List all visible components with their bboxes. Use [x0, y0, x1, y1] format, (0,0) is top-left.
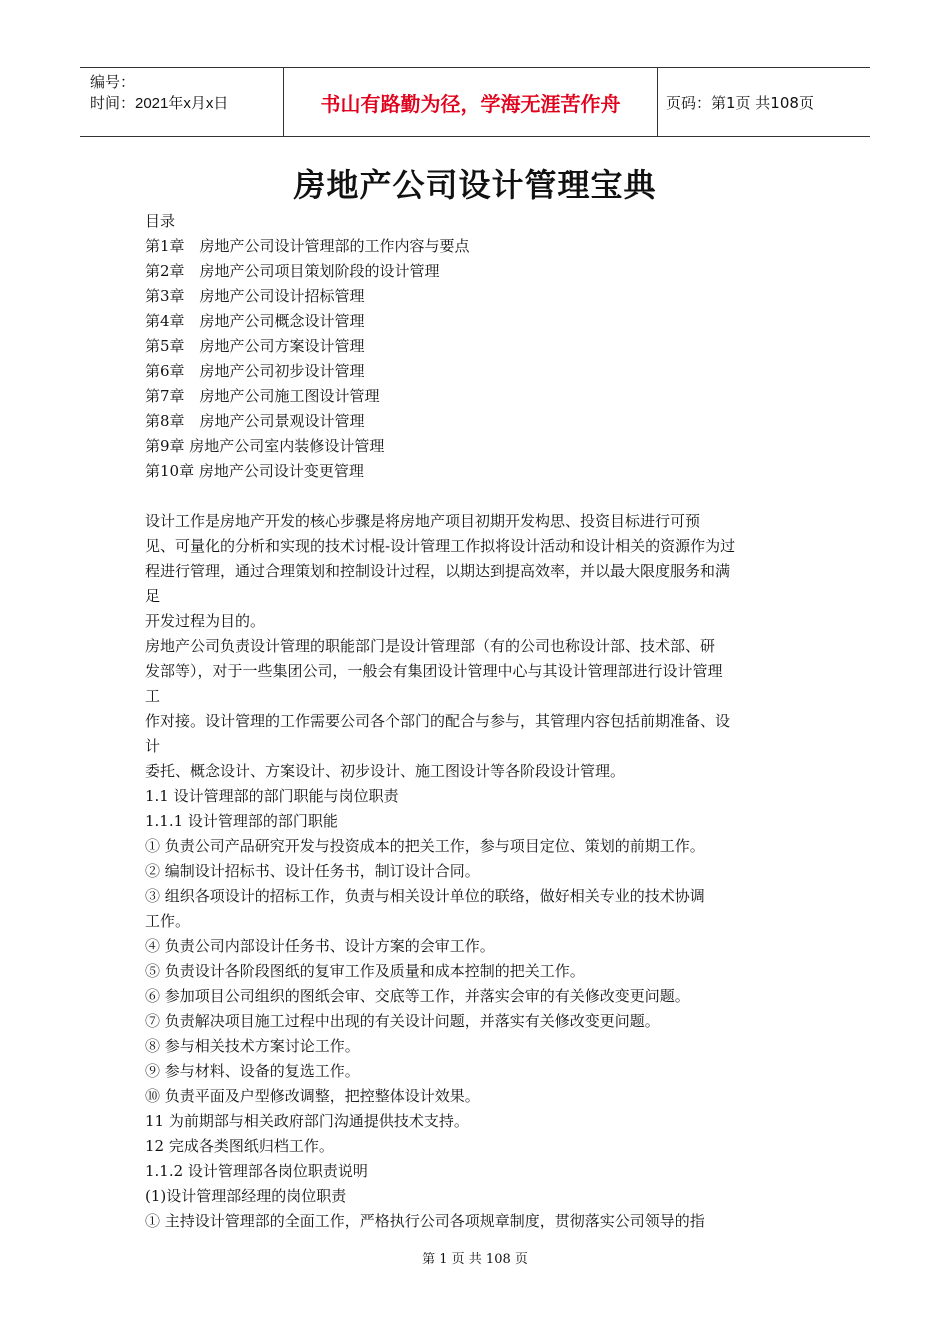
header-page-info: 页码：第1页 共108页 — [666, 93, 814, 112]
page-footer: 第 1 页 共 108 页 — [422, 1252, 528, 1267]
toc-item: 第1章 房地产公司设计管理部的工作内容与要点 — [145, 237, 470, 255]
date-label: 时间：2021年x月x日 — [90, 95, 229, 112]
document-header — [80, 67, 870, 137]
list-item: ⑩ 负责平面及户型修改调整，把控整体设计效果。 — [145, 1087, 480, 1105]
document-title: 房地产公司设计管理宝典 — [293, 166, 657, 204]
toc-item: 第7章 房地产公司施工图设计管理 — [145, 387, 380, 405]
list-item: ⑨ 参与材料、设备的复选工作。 — [145, 1062, 360, 1080]
list-item: ⑦ 负责解决项目施工过程中出现的有关设计问题，并落实有关修改变更问题。 — [145, 1012, 660, 1030]
body-line: 作对接。设计管理的工作需要公司各个部门的配合与参与，其管理内容包括前期准备、设 — [145, 712, 731, 730]
list-item: ① 负责公司产品研究开发与投资成本的把关工作，参与项目定位、策划的前期工作。 — [145, 837, 705, 855]
list-item: ⑧ 参与相关技术方案讨论工作。 — [145, 1037, 360, 1055]
toc-item: 第9章 房地产公司室内装修设计管理 — [145, 437, 385, 455]
toc-item: 第8章 房地产公司景观设计管理 — [145, 412, 365, 430]
list-item: ⑤ 负责设计各阶段图纸的复审工作及质量和成本控制的把关工作。 — [145, 962, 585, 980]
toc-item: 第2章 房地产公司项目策划阶段的设计管理 — [145, 262, 440, 280]
body-line: 发部等），对于一些集团公司，一般会有集团设计管理中心与其设计管理部进行设计管理 — [145, 662, 723, 680]
toc-item: 第4章 房地产公司概念设计管理 — [145, 312, 365, 330]
list-item: ③ 组织各项设计的招标工作，负责与相关设计单位的联络，做好相关专业的技术协调 — [145, 887, 705, 905]
body-line: 委托、概念设计、方案设计、初步设计、施工图设计等各阶段设计管理。 — [145, 762, 626, 780]
body-line: 计 — [145, 737, 161, 755]
body-line: 程进行管理，通过合理策划和控制设计过程，以期达到提高效率，并以最大限度服务和满 — [145, 562, 731, 580]
body-line: 工 — [145, 687, 161, 705]
body-line: 开发过程为目的。 — [145, 612, 266, 630]
number-label: 编号： — [90, 74, 136, 91]
body-line: 房地产公司负责设计管理的职能部门是设计管理部（有的公司也称设计部、技术部、研 — [145, 637, 716, 655]
body-line: 设计工作是房地产开发的核心步骤是将房地产项目初期开发构思、投资目标进行可预 — [145, 512, 701, 530]
header-info-cell — [80, 68, 283, 136]
document-content — [145, 209, 810, 1234]
subsection-heading: (1)设计管理部经理的岗位职责 — [145, 1187, 347, 1205]
toc-item: 第10章 房地产公司设计变更管理 — [145, 462, 364, 480]
toc-item: 第5章 房地产公司方案设计管理 — [145, 337, 365, 355]
body-text — [145, 509, 810, 1234]
list-item: ④ 负责公司内部设计任务书、设计方案的会审工作。 — [145, 937, 495, 955]
body-line: 见、可量化的分析和实现的技术讨棍-设计管理工作拟将设计活动和设计相关的资源作为过 — [145, 537, 736, 555]
body-line: 足 — [145, 587, 161, 605]
header-motto: 书山有路勤为径，学海无涯苦作舟 — [283, 68, 658, 136]
table-of-contents — [145, 209, 810, 484]
toc-heading: 目录 — [145, 212, 176, 230]
list-item: ① 主持设计管理部的全面工作，严格执行公司各项规章制度，贯彻落实公司领导的指 — [145, 1212, 705, 1230]
list-item: ② 编制设计招标书、设计任务书，制订设计合同。 — [145, 862, 480, 880]
subsection-heading: 1.1.2 设计管理部各岗位职责说明 — [145, 1162, 368, 1180]
subsection-heading: 1.1.1 设计管理部的部门职能 — [145, 812, 338, 830]
list-item: 工作。 — [145, 912, 191, 930]
list-item: 12 完成各类图纸归档工作。 — [145, 1137, 334, 1155]
section-heading: 1.1 设计管理部的部门职能与岗位职责 — [145, 787, 399, 805]
toc-item: 第6章 房地产公司初步设计管理 — [145, 362, 365, 380]
list-item: ⑥ 参加项目公司组织的图纸会审、交底等工作，并落实会审的有关修改变更问题。 — [145, 987, 690, 1005]
toc-item: 第3章 房地产公司设计招标管理 — [145, 287, 365, 305]
list-item: 11 为前期部与相关政府部门沟通提供技术支持。 — [145, 1112, 469, 1130]
